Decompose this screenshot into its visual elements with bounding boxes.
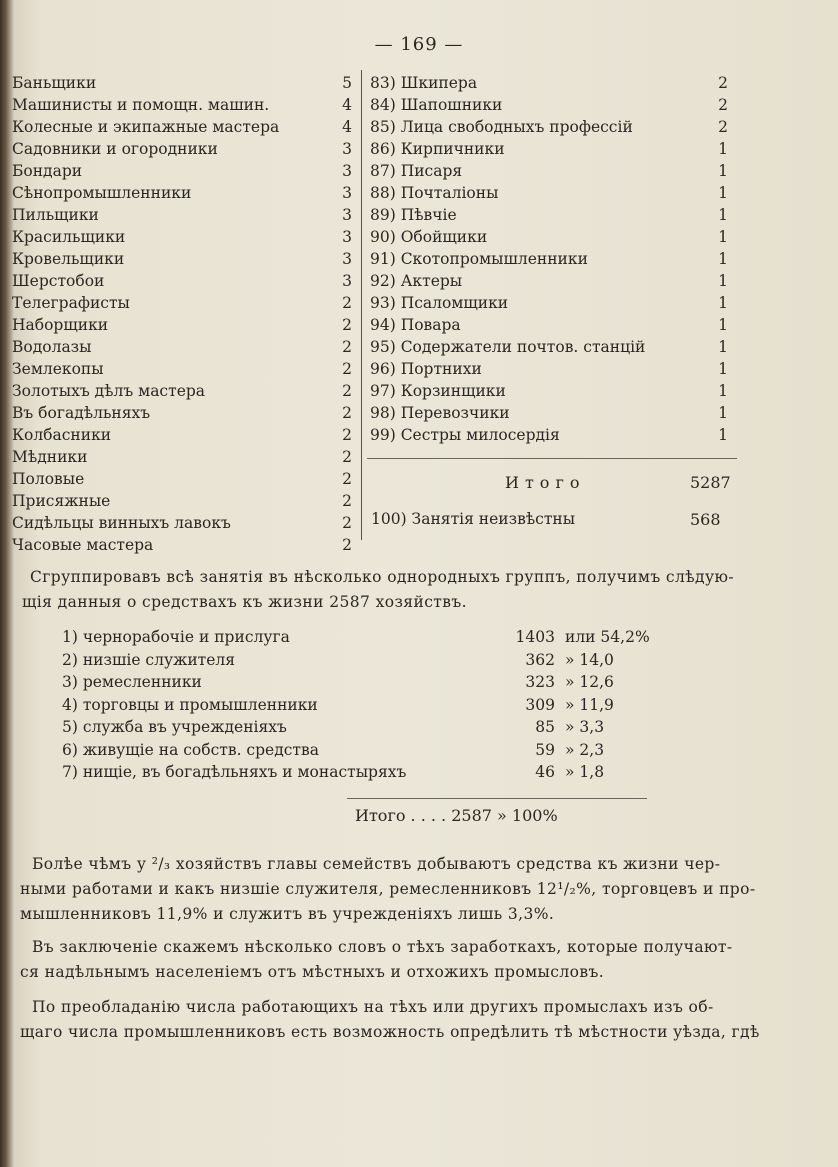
right-list-row (370, 358, 728, 380)
occupation-count: 2 (342, 360, 352, 378)
occupation-label: 94) Повара (370, 316, 461, 334)
group-count: 59 (535, 740, 555, 759)
occupation-label: Въ богадѣльняхъ (12, 404, 151, 422)
occupation-count: 1 (718, 272, 728, 290)
group-percent: » 2,3 (565, 740, 605, 759)
occupation-count: 2 (342, 492, 352, 510)
occupation-count: 2 (342, 448, 352, 466)
group-label: 2) низшіе служителя (62, 650, 236, 669)
group-count: 362 (525, 650, 555, 669)
group-total: Итого . . . . 2587 » 100% (355, 806, 558, 825)
occupation-count: 1 (718, 228, 728, 246)
group-label: 6) живущіе на собств. средства (62, 740, 319, 759)
occupation-count: 3 (342, 140, 352, 158)
occupation-label: Землекопы (12, 360, 104, 378)
occupation-label: 89) Пѣвчіе (370, 206, 457, 224)
occupation-count: 3 (342, 184, 352, 202)
occupation-label: Кровельщики (12, 250, 125, 268)
right-list-row (370, 270, 728, 292)
group-percent: » 3,3 (565, 718, 605, 736)
occupation-label: 85) Лица свободныхъ профессій (370, 118, 633, 136)
left-list-row (12, 314, 352, 336)
paragraph-line: Въ заключеніе скажемъ нѣсколько словъ о тѣхъ заработкахъ, которые получают- (32, 938, 733, 956)
occupation-count: 1 (718, 404, 728, 422)
group-count: 85 (535, 718, 555, 736)
right-list-row (370, 116, 728, 138)
occupation-count: 3 (342, 228, 352, 246)
occupation-count: 4 (342, 96, 352, 114)
right-list-row (370, 402, 728, 424)
left-list-row (12, 248, 352, 270)
unknown-occupation-label: 100) Занятія неизвѣстны (371, 510, 576, 528)
occupation-count: 2 (342, 382, 352, 400)
left-list-row (12, 94, 352, 116)
paragraph-line: мышленниковъ 11,9% и служитъ въ учрежденіяхъ лишь 3,3%. (20, 905, 555, 923)
occupation-count: 3 (342, 162, 352, 180)
occupation-label: 95) Содержатели почтов. станцій (370, 338, 646, 356)
group-percent: » 14,0 (565, 650, 614, 669)
occupation-label: 91) Скотопромышленники (370, 250, 588, 268)
right-list-row (370, 424, 728, 446)
left-list-row (12, 182, 352, 204)
occupation-count: 2 (718, 118, 728, 136)
paragraph-line: По преобладанію числа работающихъ на тѣхъ или другихъ промыслахъ изъ об- (32, 998, 714, 1016)
left-list-row (12, 534, 352, 556)
left-list-row (12, 292, 352, 314)
occupation-label: Красильщики (12, 228, 126, 246)
group-percent: » 11,9 (565, 695, 614, 714)
occupation-count: 3 (342, 250, 352, 268)
group-label: 3) ремесленники (62, 673, 202, 691)
group-percent: » 12,6 (565, 673, 614, 691)
page-number: — 169 — (374, 34, 464, 55)
left-list-row (12, 446, 352, 468)
occupation-count: 2 (342, 338, 352, 356)
left-list-row (12, 138, 352, 160)
intro-line: Сгруппировавъ всѣ занятія въ нѣсколько однородныхъ группъ, получимъ слѣдую- (30, 568, 734, 586)
occupation-count: 3 (342, 206, 352, 224)
occupation-label: 88) Почталіоны (370, 184, 499, 202)
occupation-label: Телеграфисты (12, 294, 130, 312)
occupation-count: 2 (718, 96, 728, 114)
right-total-label: Итого (505, 473, 586, 492)
occupation-label: Садовники и огородники (12, 140, 218, 158)
left-list-row (12, 512, 352, 534)
occupation-label: Машинисты и помощн. машин. (12, 96, 270, 114)
occupation-count: 1 (718, 426, 728, 444)
left-list-row (12, 160, 352, 182)
occupation-label: Колбасники (12, 426, 112, 444)
left-list-row (12, 402, 352, 424)
left-list-row (12, 468, 352, 490)
column-divider (361, 70, 362, 540)
right-list-row (370, 72, 728, 94)
group-total-rule (347, 798, 647, 799)
right-list-row (370, 248, 728, 270)
group-percent: » 1,8 (565, 763, 605, 781)
occupation-label: Шерстобои (12, 272, 105, 290)
right-list-row (370, 160, 728, 182)
left-list-row (12, 72, 352, 94)
occupation-count: 1 (718, 250, 728, 268)
occupation-count: 1 (718, 294, 728, 312)
occupation-label: Водолазы (12, 338, 92, 356)
occupation-label: 92) Актеры (370, 272, 463, 290)
occupation-count: 1 (718, 382, 728, 400)
right-list-row (370, 314, 728, 336)
left-list-row (12, 204, 352, 226)
occupation-count: 2 (342, 514, 352, 532)
occupation-count: 1 (718, 316, 728, 334)
occupation-label: Часовые мастера (12, 536, 154, 554)
occupation-label: 83) Шкипера (370, 74, 478, 92)
right-list-row (370, 226, 728, 248)
occupation-label: 93) Псаломщики (370, 294, 509, 312)
occupation-label: 90) Обойщики (370, 228, 488, 246)
left-list-row (12, 270, 352, 292)
occupation-label: Пильщики (12, 206, 99, 224)
occupation-label: 97) Корзинщики (370, 382, 506, 400)
occupation-count: 4 (342, 118, 352, 136)
paragraph-line: ными работами и какъ низшіе служителя, ремесленниковъ 12¹/₂%, торговцевъ и про- (20, 880, 756, 898)
intro-line: щія данныя о средствахъ къ жизни 2587 хозяйствъ. (22, 593, 467, 611)
occupation-label: 86) Кирпичники (370, 140, 505, 158)
left-list-row (12, 380, 352, 402)
paragraph-line: ся надѣльнымъ населеніемъ отъ мѣстныхъ и отхожихъ промысловъ. (20, 963, 605, 981)
left-list-row (12, 336, 352, 358)
left-list-row (12, 424, 352, 446)
right-list-row (370, 138, 728, 160)
occupation-count: 1 (718, 162, 728, 180)
occupation-count: 1 (718, 360, 728, 378)
paragraph-line: щаго числа промышленниковъ есть возможность опредѣлить тѣ мѣстности уѣзда, гдѣ (20, 1023, 760, 1041)
right-list-row (370, 380, 728, 402)
group-label: 1) чернорабочіе и прислуга (62, 628, 290, 646)
right-total-value: 5287 (690, 473, 731, 492)
occupation-label: Присяжные (12, 492, 111, 510)
left-list-row (12, 116, 352, 138)
occupation-count: 2 (342, 426, 352, 444)
occupation-label: Золотыхъ дѣлъ мастера (12, 382, 206, 400)
occupation-count: 5 (342, 74, 352, 92)
occupation-count: 1 (718, 338, 728, 356)
occupation-label: Сѣнопромышленники (12, 184, 192, 202)
occupation-label: Баньщики (12, 74, 97, 92)
right-list-row (370, 336, 728, 358)
occupation-label: 98) Перевозчики (370, 404, 510, 422)
right-list-row (370, 204, 728, 226)
occupation-count: 2 (342, 294, 352, 312)
occupation-count: 2 (342, 316, 352, 334)
occupation-label: Наборщики (12, 316, 109, 334)
group-count: 1403 (515, 628, 555, 646)
total-rule (367, 458, 737, 459)
occupation-count: 1 (718, 140, 728, 158)
occupation-label: 87) Писаря (370, 162, 463, 180)
left-list-row (12, 358, 352, 380)
group-label: 4) торговцы и промышленники (62, 695, 318, 714)
group-count: 309 (525, 695, 555, 714)
occupation-count: 1 (718, 184, 728, 202)
right-list-row (370, 94, 728, 116)
group-percent: или 54,2% (565, 628, 650, 646)
occupation-label: Половые (12, 470, 85, 488)
occupation-count: 2 (342, 536, 352, 554)
unknown-occupation-value: 568 (690, 510, 721, 529)
left-list-row (12, 226, 352, 248)
occupation-label: Мѣдники (12, 448, 88, 466)
occupation-label: Бондари (12, 162, 83, 180)
paragraph-line: Болѣе чѣмъ у ²/₃ хозяйствъ главы семействъ добываютъ средства къ жизни чер- (32, 855, 721, 873)
right-list-row (370, 292, 728, 314)
occupation-count: 2 (342, 404, 352, 422)
occupation-count: 1 (718, 206, 728, 224)
group-label: 7) нищіе, въ богадѣльняхъ и монастыряхъ (62, 763, 407, 781)
occupation-count: 3 (342, 272, 352, 290)
occupation-label: Колесные и экипажные мастера (12, 118, 280, 136)
right-list-row (370, 182, 728, 204)
group-label: 5) служба въ учрежденіяхъ (62, 718, 287, 736)
occupation-count: 2 (342, 470, 352, 488)
left-list-row (12, 490, 352, 512)
occupation-label: Сидѣльцы винныхъ лавокъ (12, 514, 231, 532)
occupation-label: 96) Портнихи (370, 360, 482, 378)
occupation-label: 99) Сестры милосердія (370, 426, 560, 444)
group-count: 46 (535, 763, 555, 781)
occupation-label: 84) Шапошники (370, 96, 503, 114)
occupation-count: 2 (718, 74, 728, 92)
group-count: 323 (525, 673, 555, 691)
